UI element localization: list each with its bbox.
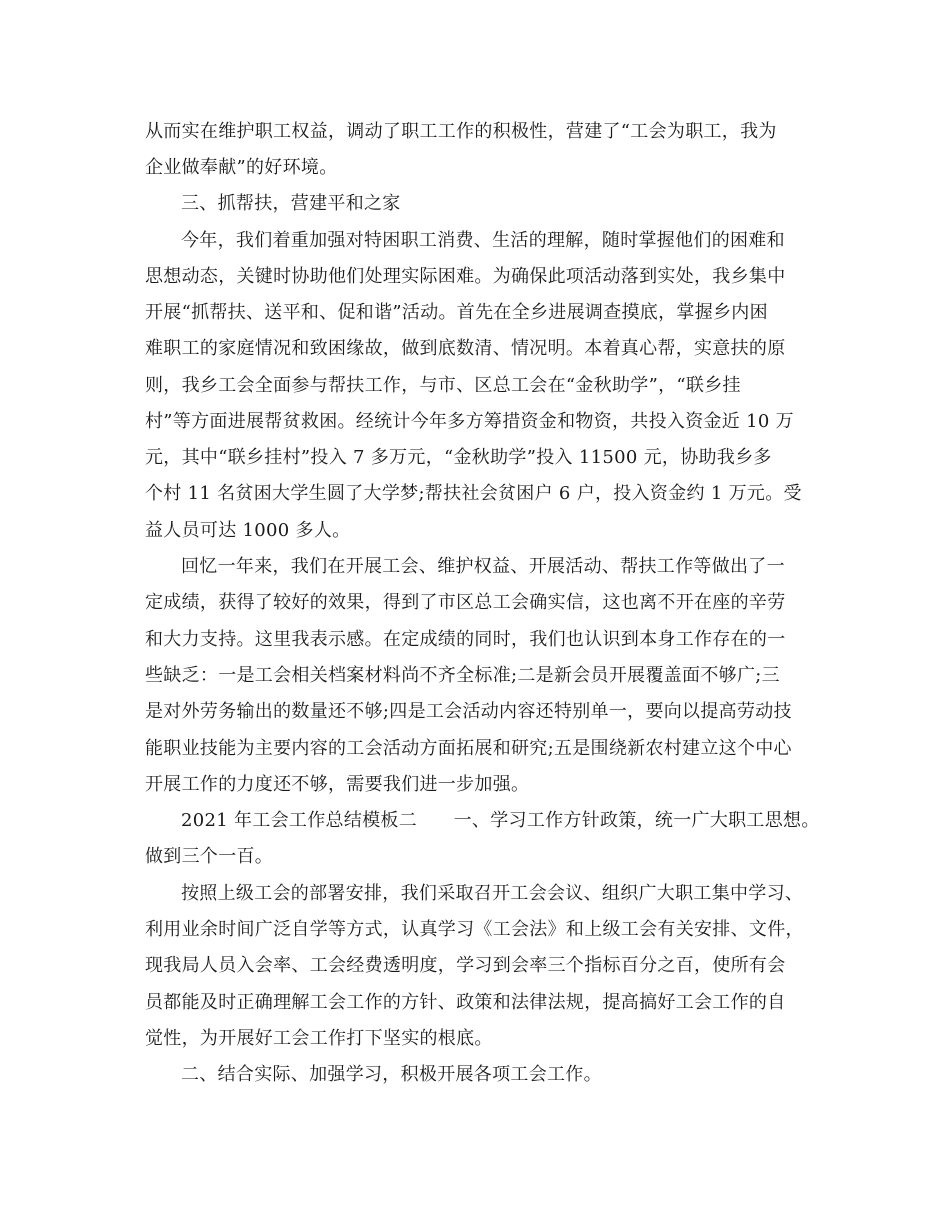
text-line: 做到三个一百。 xyxy=(145,846,274,867)
text-line: 现我局人员入会率、工会经费透明度，学习到会率三个指标百分之百，使所有会 xyxy=(145,955,786,976)
text-line: 开展“抓帮扶、送平和、促和谐”活动。首先在全乡进展调查摸底，掌握乡内困 xyxy=(145,302,768,323)
text-line: 村”等方面进展帮贫救困。经统计今年多方筹措资金和物资，共投入资金近 10 万 xyxy=(145,411,794,432)
text-line: 企业做奉献”的好环境。 xyxy=(145,157,338,178)
text-line: 则，我乡工会全面参与帮扶工作，与市、区总工会在“金秋助学”，“联乡挂 xyxy=(145,375,741,396)
text-line: 思想动态，关键时协助他们处理实际困难。为确保此项活动落到实处，我乡集中 xyxy=(145,266,786,287)
text-line: 员都能及时正确理解工会工作的方针、政策和法律法规，提高搞好工会工作的自 xyxy=(145,992,786,1013)
text-line: 定成绩，获得了较好的效果，得到了市区总工会确实信，这也离不开在座的辛劳 xyxy=(145,592,786,613)
text-line: 和大力支持。这里我表示感。在定成绩的同时，我们也认识到本身工作存在的一 xyxy=(145,629,786,650)
section-heading: 2021 年工会工作总结模板二 一、学习工作方针政策，统一广大职工思想。 xyxy=(181,810,820,831)
text-line: 益人员可达 1000 多人。 xyxy=(145,520,351,541)
text-line: 个村 11 名贫困大学生圆了大学梦;帮扶社会贫困户 6 户，投入资金约 1 万元。受 xyxy=(145,483,802,504)
text-line: 些缺乏：一是工会相关档案材料尚不齐全标准;二是新会员开展覆盖面不够广;三 xyxy=(145,665,780,686)
text-line: 今年，我们着重加强对特困职工消费、生活的理解，随时掌握他们的困难和 xyxy=(181,230,785,251)
text-line: 觉性，为开展好工会工作打下坚实的根底。 xyxy=(145,1028,493,1049)
text-line: 按照上级工会的部署安排，我们采取召开工会会议、组织广大职工集中学习、 xyxy=(181,883,804,904)
text-line: 是对外劳务输出的数量还不够;四是工会活动内容还特别单一，要向以提高劳动技 xyxy=(145,701,792,722)
text-line: 利用业余时间广泛自学等方式，认真学习《工会法》和上级工会有关安排、文件， xyxy=(145,919,804,940)
text-line: 开展工作的力度还不够，需要我们进一步加强。 xyxy=(145,774,530,795)
text-line: 难职工的家庭情况和致困缘故，做到底数清、情况明。本着真心帮，实意扶的原 xyxy=(145,338,786,359)
section-heading: 三、抓帮扶，营建平和之家 xyxy=(181,193,401,214)
section-heading: 二、结合实际、加强学习，积极开展各项工会工作。 xyxy=(181,1064,602,1085)
text-line: 回忆一年来，我们在开展工会、维护权益、开展活动、帮扶工作等做出了一 xyxy=(181,556,785,577)
text-line: 元，其中“联乡挂村”投入 7 多万元，“金秋助学”投入 11500 元，协助我乡多 xyxy=(145,447,772,468)
text-line: 能职业技能为主要内容的工会活动方面拓展和研究;五是围绕新农村建立这个中心 xyxy=(145,738,792,759)
text-line: 从而实在维护职工权益，调动了职工工作的积极性，营建了“工会为职工，我为 xyxy=(145,121,777,142)
